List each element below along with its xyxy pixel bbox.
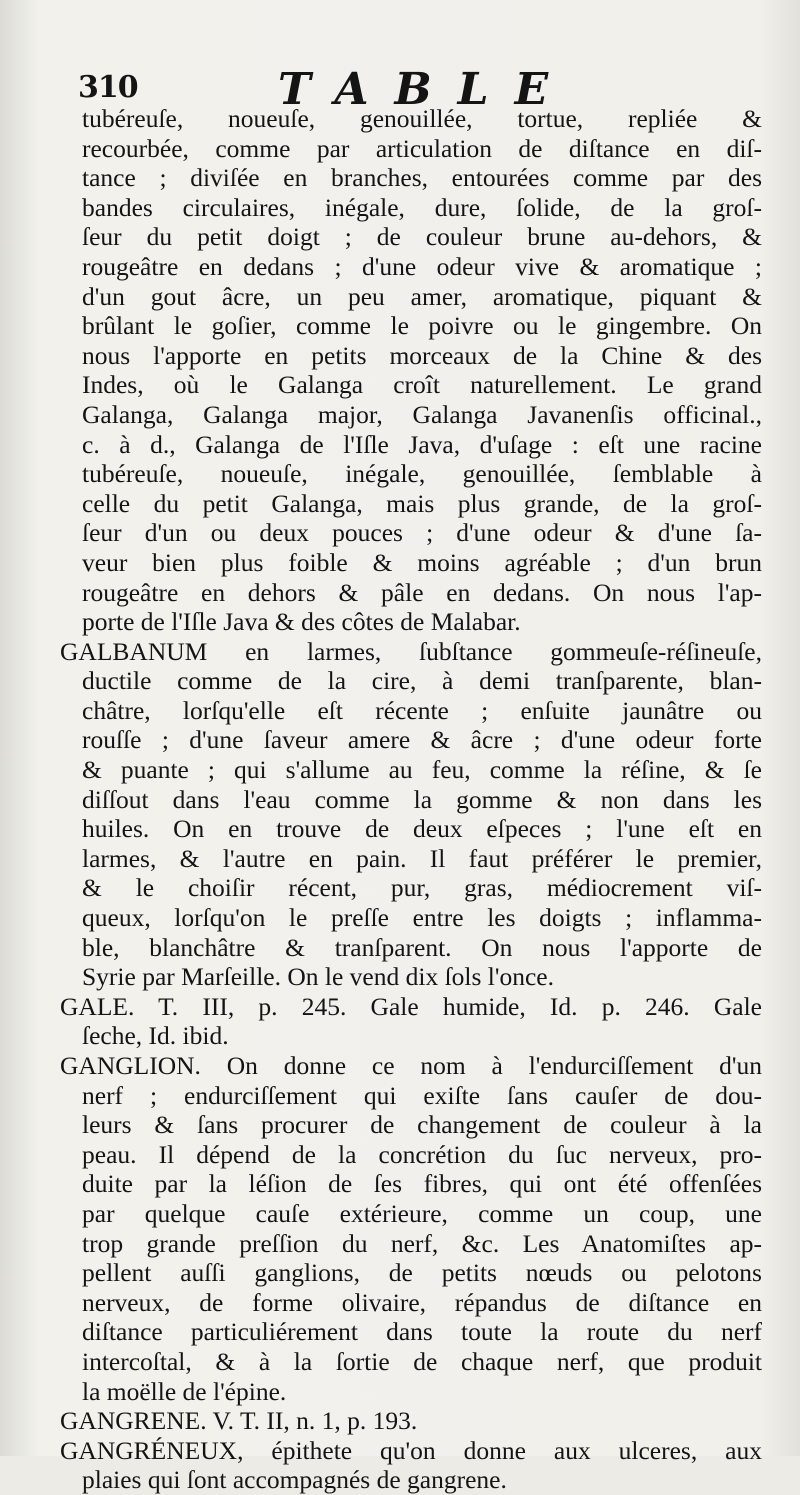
- text-line: porte de l'Iſle Java & des côtes de Malabar.: [82, 607, 521, 637]
- text-line: tubéreuſe, noueuſe, inégale, genouillée, ſemblable à: [82, 459, 762, 489]
- text-line: bandes circulaires, inégale, dure, ſolide, de la groſ-: [82, 192, 762, 222]
- text-line: leurs & ſans procurer de changement de couleur à la: [82, 1110, 762, 1140]
- entry-galbanum: [60, 636, 762, 992]
- text-line: brûlant le goſier, comme le poivre ou le gingembre. On: [82, 311, 762, 341]
- text-line: plaies qui ſont accompagnés de gangrene.: [82, 1465, 507, 1495]
- entry-ganglion: [60, 1051, 762, 1406]
- text-line: queux, lorſqu'on le preſſe entre les doigts ; inflamma-: [82, 903, 762, 933]
- text-line: pellent auſſi ganglions, de petits nœuds ou pelotons: [82, 1258, 762, 1288]
- text-line: & puante ; qui s'allume au feu, comme la réſine, & ſe: [82, 755, 762, 785]
- text-line: larmes, & l'autre en pain. Il faut préférer le premier,: [82, 843, 762, 873]
- text-line: ſeche, Id. ibid.: [82, 1021, 229, 1051]
- text-line: par quelque cauſe extérieure, comme un coup, une: [82, 1198, 762, 1228]
- text-line: peau. Il dépend de la concrétion du ſuc nerveux, pro-: [82, 1139, 762, 1169]
- entry-first-line: GANGLION. On donne ce nom à l'endurciſſement d'un: [60, 1051, 762, 1080]
- text-line: rougeâtre en dehors & pâle en dedans. On nous l'ap-: [82, 577, 762, 607]
- text-line: tance ; diviſée en branches, entourées comme par des: [82, 163, 762, 193]
- entry-first-line: GALBANUM en larmes, ſubſtance gommeuſe-réſineuſe,: [60, 636, 762, 666]
- text-line: & le choiſir récent, pur, gras, médiocrement viſ-: [82, 873, 762, 903]
- entry-first-line: GANGRENE. V. T. II, n. 1, p. 193.: [60, 1406, 418, 1436]
- text-line: d'un gout âcre, un peu amer, aromatique, piquant &: [82, 281, 762, 311]
- text-line: Galanga, Galanga major, Galanga Javanenſis officinal.,: [82, 399, 762, 429]
- text-line: ſeur du petit doigt ; de couleur brune au-dehors, &: [82, 222, 762, 252]
- text-line: recourbée, comme par articulation de diſtance en diſ-: [82, 133, 762, 163]
- text-line: ble, blanchâtre & tranſparent. On nous l'apporte de: [82, 932, 762, 962]
- text-line: nerveux, de forme olivaire, répandus de diſtance en: [82, 1287, 762, 1317]
- text-line: c. à d., Galanga de l'Iſle Java, d'uſage : eſt une racine: [82, 429, 762, 459]
- entry-gangrene: [60, 1406, 762, 1436]
- text-line: diſtance particuliérement dans toute la route du nerf: [82, 1317, 762, 1347]
- text-line: trop grande preſſion du nerf, &c. Les Anatomiſtes ap-: [82, 1228, 762, 1258]
- text-line: la moëlle de l'épine.: [82, 1376, 287, 1406]
- galanga-continuation: [82, 104, 762, 637]
- entry-gangreneux: [60, 1435, 762, 1495]
- text-line: rouſſe ; d'une ſaveur amere & âcre ; d'une odeur forte: [82, 725, 762, 755]
- entry-first-line: GALE. T. III, p. 245. Gale humide, Id. p. 246. Gale: [60, 991, 762, 1021]
- text-line: veur bien plus foible & moins agréable ; d'un brun: [82, 547, 762, 577]
- text-line: ductile comme de la cire, à demi tranſparente, blan-: [82, 666, 762, 696]
- text-line: intercoſtal, & à la ſortie de chaque nerf, que produit: [82, 1346, 762, 1376]
- text-line: rougeâtre en dedans ; d'une odeur vive & aromatique ;: [82, 251, 762, 281]
- text-line: Indes, où le Galanga croît naturellement. Le grand: [82, 370, 762, 400]
- entry-gale: [60, 991, 762, 1051]
- body-text: [60, 104, 762, 1495]
- text-line: ſeur d'un ou deux pouces ; d'une odeur & d'une ſa-: [82, 518, 762, 548]
- page-number: 310: [78, 70, 138, 105]
- text-line: châtre, lorſqu'elle eſt récente ; enſuite jaunâtre ou: [82, 695, 762, 725]
- entry-first-line: GANGRÉNEUX, épithete qu'on donne aux ulceres, aux: [60, 1435, 762, 1465]
- text-line: diſſout dans l'eau comme la gomme & non dans les: [82, 784, 762, 814]
- text-line: tubéreuſe, noueuſe, genouillée, tortue, repliée &: [82, 104, 762, 133]
- text-line: huiles. On en trouve de deux eſpeces ; l'une eſt en: [82, 814, 762, 844]
- text-line: celle du petit Galanga, mais plus grande, de la groſ-: [82, 488, 762, 518]
- running-title: TABLE: [278, 64, 575, 115]
- text-line: duite par la léſion de ſes fibres, qui ont été offenſées: [82, 1169, 762, 1199]
- text-line: nerf ; endurciſſement qui exiſte ſans cauſer de dou-: [82, 1080, 762, 1110]
- text-line: Syrie par Marſeille. On le vend dix ſols l'once.: [82, 962, 554, 992]
- text-line: nous l'apporte en petits morceaux de la Chine & des: [82, 340, 762, 370]
